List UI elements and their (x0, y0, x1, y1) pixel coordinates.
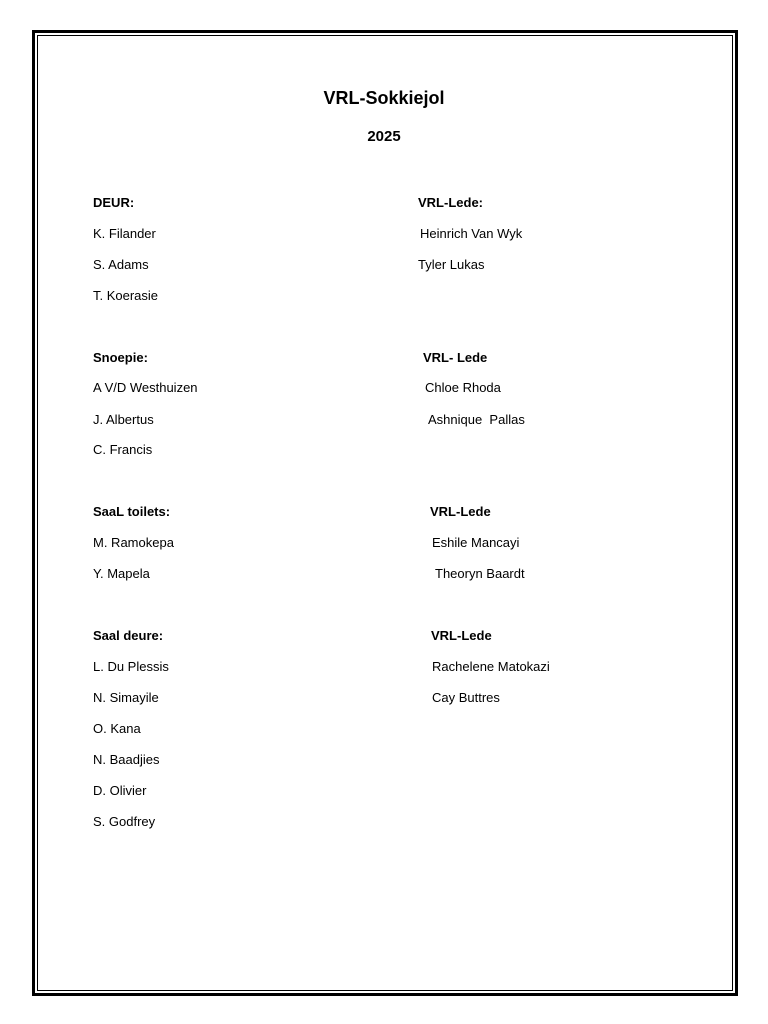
vrl-member-name: Ashnique Pallas (428, 412, 525, 427)
vrl-heading: VRL-Lede (430, 504, 491, 519)
vrl-member-name: Theoryn Baardt (435, 566, 525, 581)
staff-name: D. Olivier (93, 783, 147, 798)
document-title: VRL-Sokkiejol (323, 88, 445, 108)
staff-name: K. Filander (93, 226, 156, 241)
vrl-heading: VRL- Lede (423, 350, 488, 365)
staff-name: N. Simayile (93, 690, 159, 705)
vrl-member-name: Rachelene Matokazi (432, 659, 550, 674)
staff-name: N. Baadjies (93, 752, 160, 767)
vrl-member-name: Chloe Rhoda (425, 380, 501, 395)
vrl-member-name: Heinrich Van Wyk (420, 226, 523, 241)
vrl-heading: VRL-Lede (431, 628, 492, 643)
section-heading: Saal deure: (93, 628, 164, 643)
staff-name: M. Ramokepa (93, 535, 174, 550)
staff-name: J. Albertus (93, 412, 154, 427)
vrl-member-name: Tyler Lukas (418, 257, 485, 272)
staff-name: Y. Mapela (93, 566, 150, 581)
document-year: 2025 (367, 128, 401, 145)
staff-name: S. Godfrey (93, 814, 156, 829)
vrl-member-name: Cay Buttres (432, 690, 500, 705)
staff-name: L. Du Plessis (93, 659, 169, 674)
vrl-member-name: Eshile Mancayi (432, 535, 520, 550)
staff-name: T. Koerasie (93, 288, 159, 303)
staff-name: S. Adams (93, 257, 149, 272)
staff-name: O. Kana (93, 721, 141, 736)
section-heading: SaaL toilets: (93, 504, 171, 519)
section-heading: DEUR: (93, 195, 135, 210)
section-heading: Snoepie: (93, 350, 148, 365)
staff-name: C. Francis (93, 442, 153, 457)
staff-name: A V/D Westhuizen (93, 380, 198, 395)
vrl-heading: VRL-Lede: (418, 195, 483, 210)
